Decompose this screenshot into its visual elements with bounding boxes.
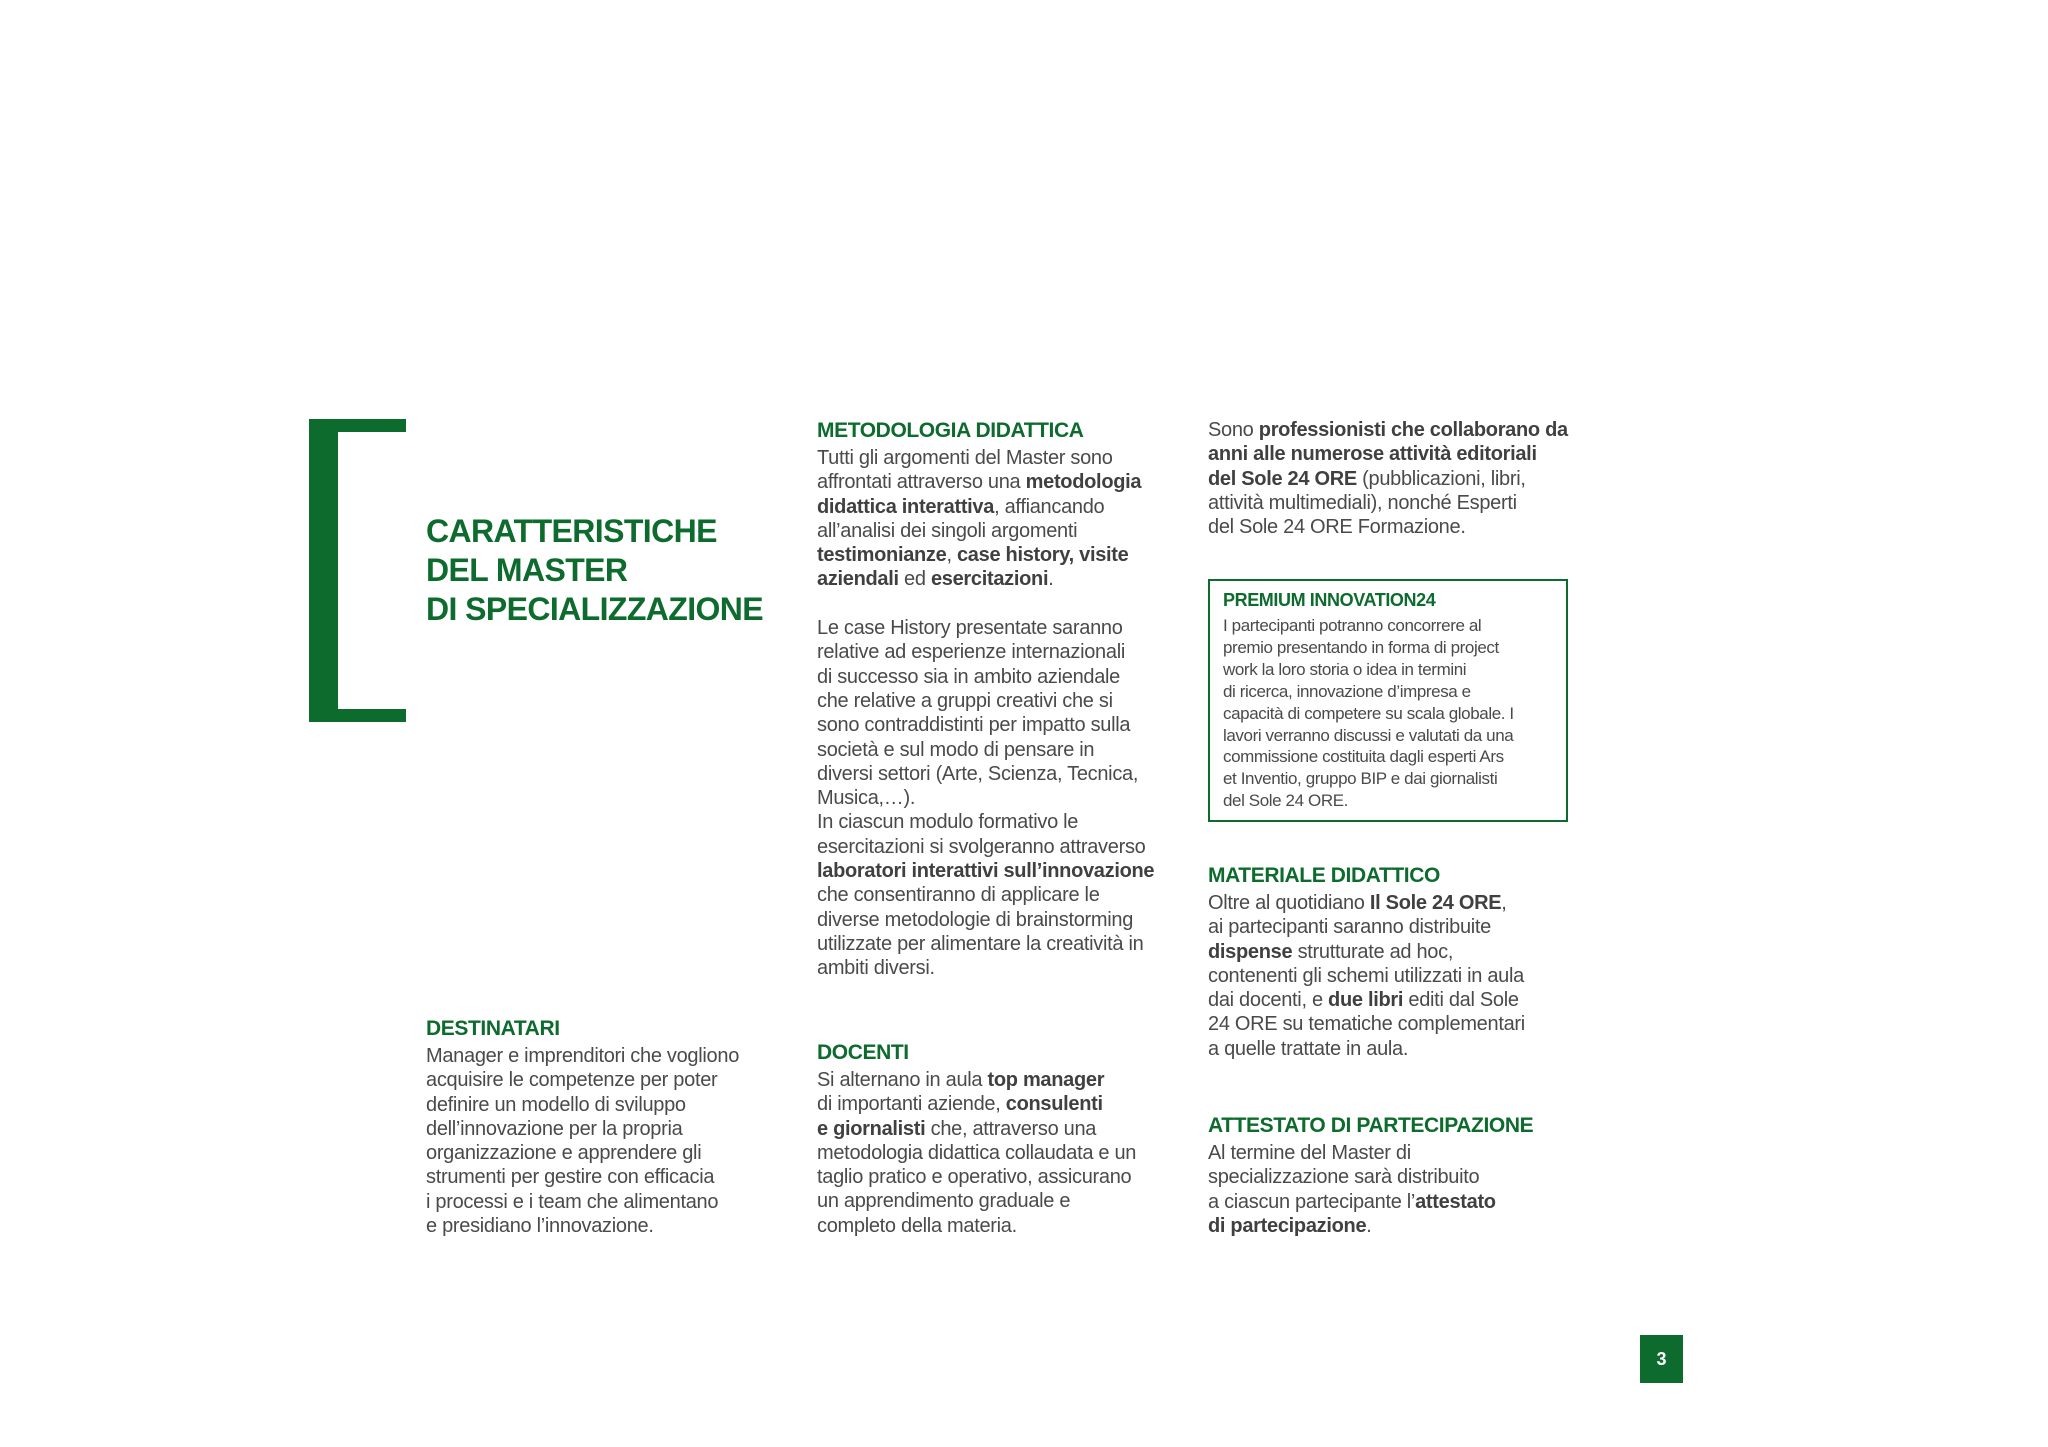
title-line: CARATTERISTICHE [426,513,717,549]
text-line: utilizzate per alimentare la creatività in [817,932,1144,955]
text-line: sono contraddistinti per impatto sulla [817,714,1131,737]
text-line: a ciascun partecipante l’attestato [1208,1190,1496,1213]
attestato-section [1208,1113,1533,1238]
text-line: commissione costituita dagli esperti Ars [1223,747,1504,767]
destinatari-text [426,1044,739,1238]
text-line: Manager e imprenditori che vogliono [426,1045,740,1067]
text-line: i processi e i team che alimentano [426,1190,719,1213]
text-line: affrontati attraverso una metodologia [817,471,1142,494]
text-line: all’analisi dei singoli argomenti [817,519,1078,542]
text-line: di importanti aziende, consulenti [817,1093,1103,1116]
text-line: taglio pratico e operativo, assicurano [817,1166,1132,1189]
text-line: Le case History presentate saranno [817,617,1123,640]
premium-innovation-box [1208,579,1568,822]
text-line: didattica interattiva, affiancando [817,495,1105,518]
text-line: di successo sia in ambito aziendale [817,665,1121,688]
metodologia-section [817,418,1154,981]
metodologia-text [817,446,1154,981]
attestato-heading: ATTESTATO DI PARTECIPAZIONE [1208,1114,1534,1137]
text-line: specializzazione sarà distribuito [1208,1166,1480,1189]
text-line: del Sole 24 ORE Formazione. [1208,516,1466,539]
text-line: premio presentando in forma di project [1223,637,1499,657]
premium-heading: PREMIUM INNOVATION24 [1223,590,1436,610]
attestato-text [1208,1141,1533,1238]
text-line: capacità di competere su scala globale. I [1223,703,1514,723]
text-line: laboratori interattivi sull’innovazione [817,860,1155,883]
text-line: società e sul modo di pensare in [817,738,1095,761]
text-line: I partecipanti potranno concorrere al [1223,616,1482,635]
text-line: che consentiranno di applicare le [817,884,1100,907]
title-line: DI SPECIALIZZAZIONE [426,591,764,627]
page-number: 3 [1640,1335,1683,1383]
decorative-bracket [309,419,406,722]
text-line: attività multimediali), nonché Esperti [1208,491,1517,514]
text-line: acquisire le competenze per poter [426,1069,718,1092]
text-line: 24 ORE su tematiche complementari [1208,1013,1525,1036]
text-line: relative ad esperienze internazionali [817,641,1125,664]
destinatari-section [426,1016,739,1238]
docenti-section [817,1040,1136,1238]
text-line: dell’innovazione per la propria [426,1117,683,1140]
text-line: Oltre al quotidiano Il Sole 24 ORE, [1208,892,1507,914]
text-line: esercitazioni si svolgeranno attraverso [817,835,1146,858]
text-line: anni alle numerose attività editoriali [1208,443,1537,466]
text-line: metodologia didattica collaudata e un [817,1141,1137,1164]
materiale-section [1208,863,1525,1061]
text-line: e giornalisti che, attraverso una [817,1117,1097,1140]
text-line: di partecipazione. [1208,1214,1372,1237]
text-line: del Sole 24 ORE. [1223,791,1348,811]
text-line: ambiti diversi. [817,957,935,980]
text-line: Musica,…). [817,787,916,810]
text-line: e presidiano l’innovazione. [426,1215,654,1238]
text-line: work la loro storia o idea in termini [1223,659,1467,679]
text-line: testimonianze, case history, visite [817,544,1129,567]
text-line: dispense strutturate ad hoc, [1208,940,1454,963]
title-line: DEL MASTER [426,552,628,588]
docenti-continuation [1208,418,1568,539]
text-line: Si alternano in aula top manager [817,1069,1105,1091]
page-title [426,512,763,629]
text-line: contenenti gli schemi utilizzati in aula [1208,964,1524,987]
text-line: che relative a gruppi creativi che si [817,689,1113,712]
text-line: ai partecipanti saranno distribuite [1208,916,1492,939]
materiale-text [1208,891,1525,1061]
text-line: Tutti gli argomenti del Master sono [817,447,1113,469]
text-line: diverse metodologie di brainstorming [817,908,1134,931]
text-line: Sono professionisti che collaborano da [1208,419,1568,441]
text-line: un apprendimento graduale e [817,1190,1071,1213]
docenti-text [817,1068,1136,1238]
destinatari-heading: DESTINATARI [426,1017,560,1040]
premium-text [1223,615,1556,812]
text-line: diversi settori (Arte, Scienza, Tecnica, [817,762,1139,785]
text-line: strumenti per gestire con efficacia [426,1166,715,1189]
text-line: completo della materia. [817,1214,1017,1237]
text-line: Al termine del Master di [1208,1142,1411,1164]
text-line: dai docenti, e due libri editi dal Sole [1208,989,1519,1012]
docenti-heading: DOCENTI [817,1041,909,1064]
text-line: a quelle trattate in aula. [1208,1037,1409,1060]
text-line: In ciascun modulo formativo le [817,811,1079,834]
text-line: organizzazione e apprendere gli [426,1142,702,1165]
text-line: di ricerca, innovazione d’impresa e [1223,681,1471,701]
text-line: lavori verranno discussi e valutati da una [1223,725,1514,745]
materiale-heading: MATERIALE DIDATTICO [1208,864,1440,887]
text-line: del Sole 24 ORE (pubblicazioni, libri, [1208,467,1526,490]
text-line: aziendali ed esercitazioni. [817,568,1054,591]
text-line: definire un modello di sviluppo [426,1093,686,1116]
text-line: et Inventio, gruppo BIP e dai giornalisti [1223,769,1498,789]
metodologia-heading: METODOLOGIA DIDATTICA [817,419,1084,442]
